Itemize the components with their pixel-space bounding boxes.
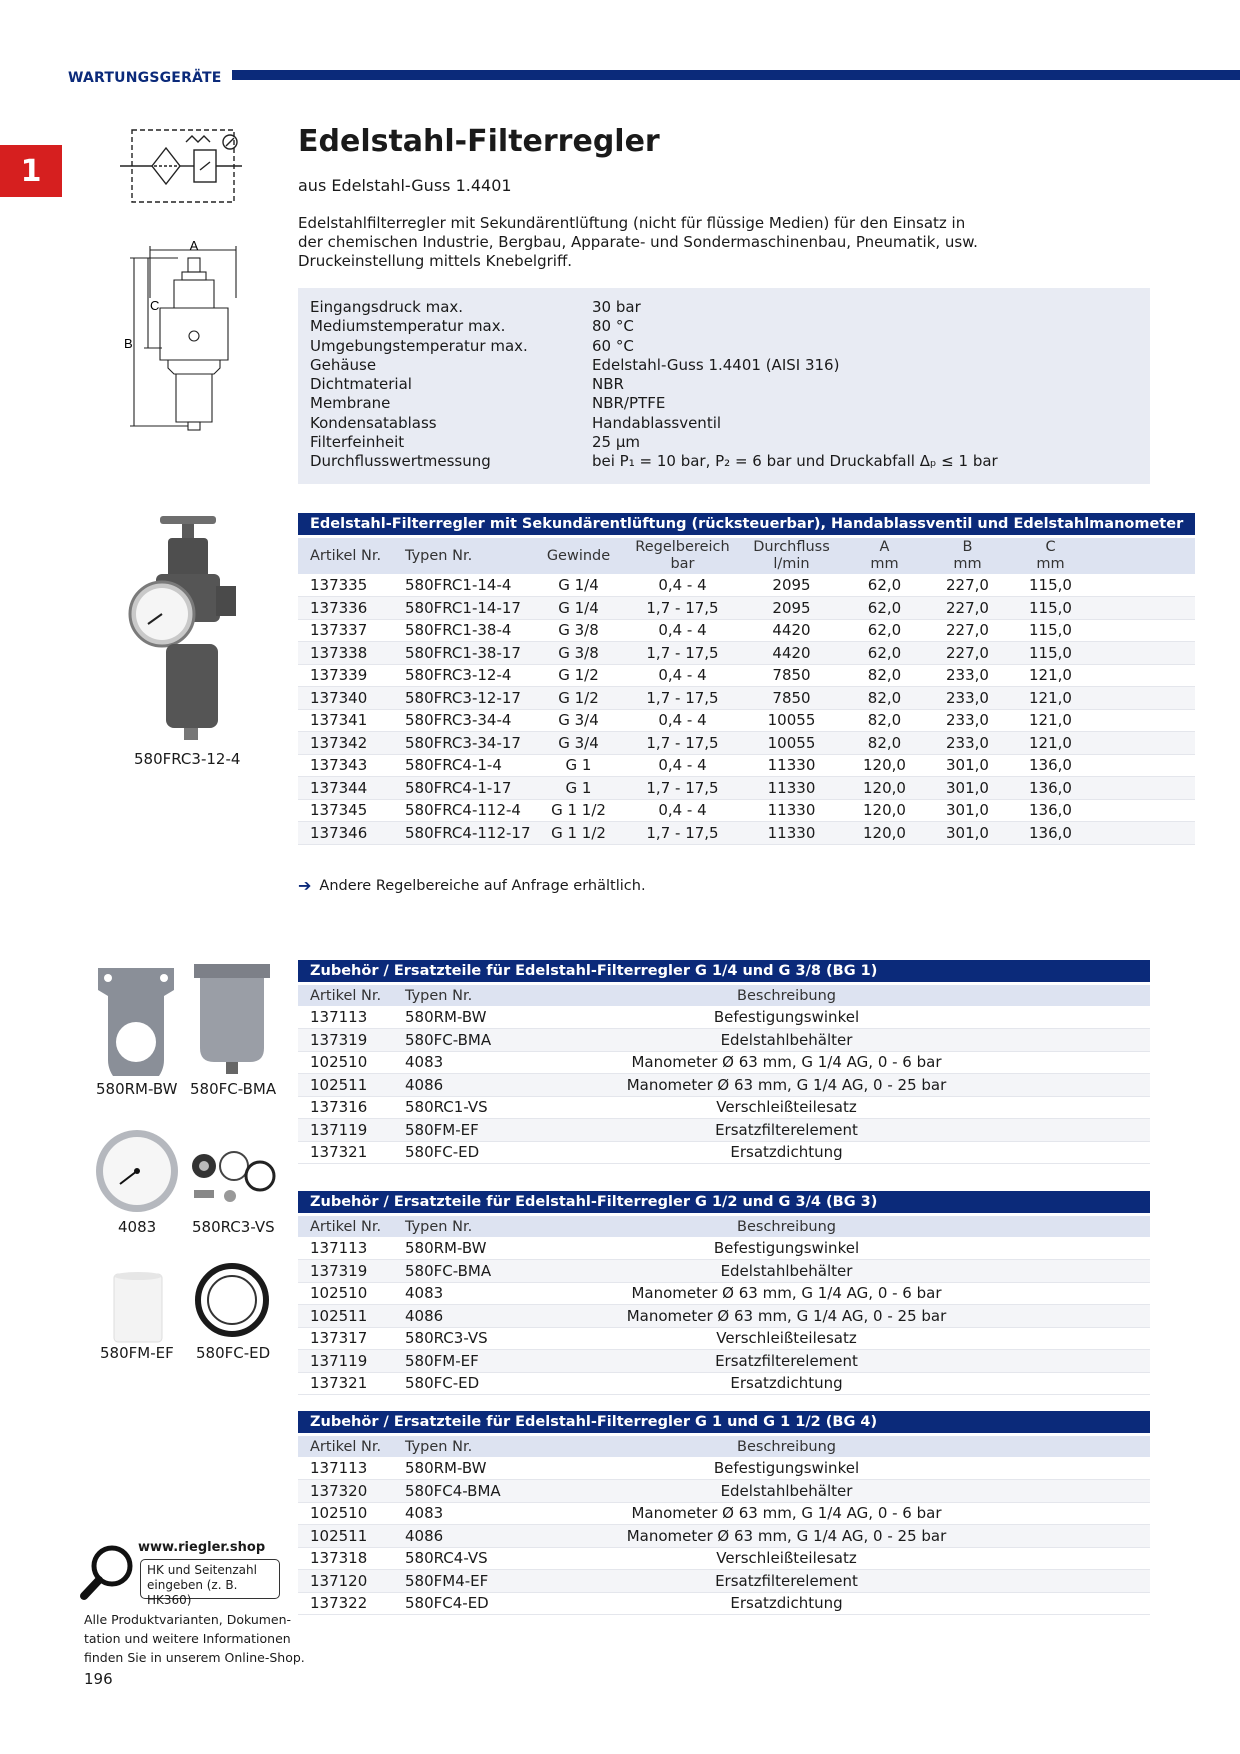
table-cell: 1,7 - 17,5 bbox=[627, 777, 739, 800]
product-image-caption: 580FRC3-12-4 bbox=[134, 750, 241, 768]
table-cell: 580RC4-VS bbox=[393, 1547, 553, 1570]
table-cell: 137320 bbox=[298, 1480, 393, 1503]
table-cell: 137343 bbox=[298, 754, 393, 777]
table-cell: 227,0 bbox=[925, 619, 1011, 642]
spec-row bbox=[310, 317, 1138, 336]
product-table-title: Edelstahl-Filterregler mit Sekundärentlüftung (rücksteuerbar), Handablassventil und Edelstahlmanometer bbox=[298, 513, 1195, 535]
table-cell: Befestigungswinkel bbox=[553, 1006, 1150, 1029]
spec-key: Membrane bbox=[310, 394, 391, 413]
table-cell: 137322 bbox=[298, 1592, 393, 1615]
table-cell: 11330 bbox=[739, 754, 845, 777]
table-cell: 10055 bbox=[739, 709, 845, 732]
table-cell: 580FRC4-112-4 bbox=[393, 799, 531, 822]
table-header-row bbox=[298, 1216, 1150, 1237]
header-cell: Typen Nr. bbox=[393, 1216, 553, 1237]
spec-key: Umgebungstemperatur max. bbox=[310, 336, 528, 355]
spec-row bbox=[310, 433, 1138, 452]
table-cell: 62,0 bbox=[845, 642, 925, 665]
table-cell: 102511 bbox=[298, 1305, 393, 1328]
table-cell: 227,0 bbox=[925, 597, 1011, 620]
table-cell: Ersatzfilterelement bbox=[553, 1119, 1150, 1142]
table-row bbox=[298, 822, 1195, 845]
table-cell: 137321 bbox=[298, 1372, 393, 1395]
spec-value: Handablassventil bbox=[592, 413, 722, 432]
spec-key: Kondensatablass bbox=[310, 413, 437, 432]
table-cell: 580FRC4-1-17 bbox=[393, 777, 531, 800]
header-cell: Regelbereich bar bbox=[627, 538, 739, 574]
table-row bbox=[298, 709, 1195, 732]
table-cell: 102511 bbox=[298, 1525, 393, 1548]
table-cell: G 3/4 bbox=[531, 732, 627, 755]
page-number: 196 bbox=[84, 1670, 113, 1688]
table-cell: 7850 bbox=[739, 664, 845, 687]
accessory-table bbox=[298, 1191, 1150, 1395]
table-cell: G 1/2 bbox=[531, 664, 627, 687]
pneumatic-symbol bbox=[116, 126, 246, 206]
table-cell: 580FRC1-38-17 bbox=[393, 642, 531, 665]
table-cell: 0,4 - 4 bbox=[627, 799, 739, 822]
table-cell: 227,0 bbox=[925, 574, 1011, 597]
spec-key: Mediumstemperatur max. bbox=[310, 317, 506, 336]
table-cell: 1,7 - 17,5 bbox=[627, 642, 739, 665]
table-row bbox=[298, 1051, 1150, 1074]
table-cell: 121,0 bbox=[1011, 664, 1091, 687]
table-cell: 10055 bbox=[739, 732, 845, 755]
table-cell: 102511 bbox=[298, 1074, 393, 1097]
table-row bbox=[298, 574, 1195, 597]
table-row bbox=[298, 732, 1195, 755]
spec-value: NBR bbox=[592, 375, 624, 394]
spec-row bbox=[310, 414, 1138, 433]
spec-row bbox=[310, 298, 1138, 317]
image-caption: 580FC-ED bbox=[196, 1344, 271, 1362]
table-cell: 4083 bbox=[393, 1502, 553, 1525]
table-cell: G 1 1/2 bbox=[531, 799, 627, 822]
table-cell: 102510 bbox=[298, 1051, 393, 1074]
header-cell: Artikel Nr. bbox=[298, 1436, 393, 1457]
table-row bbox=[298, 777, 1195, 800]
table-cell: 11330 bbox=[739, 822, 845, 845]
image-caption: 580FM-EF bbox=[100, 1344, 174, 1362]
table-cell: Ersatzdichtung bbox=[553, 1592, 1150, 1615]
table-header-row bbox=[298, 538, 1195, 574]
gauge-image bbox=[94, 1128, 180, 1214]
table-cell: 580RM-BW bbox=[393, 1237, 553, 1260]
table-cell: 102510 bbox=[298, 1282, 393, 1305]
table-cell: 301,0 bbox=[925, 822, 1011, 845]
table-row bbox=[298, 1372, 1150, 1395]
table-cell: G 1 bbox=[531, 777, 627, 800]
table-cell: 137338 bbox=[298, 642, 393, 665]
table-cell: 11330 bbox=[739, 799, 845, 822]
table-cell: G 1 1/2 bbox=[531, 822, 627, 845]
table-cell: 580FRC1-38-4 bbox=[393, 619, 531, 642]
image-caption: 580RM-BW bbox=[96, 1080, 178, 1098]
header-cell: Artikel Nr. bbox=[298, 985, 393, 1006]
table-cell: 580FM-EF bbox=[393, 1350, 553, 1373]
table-cell: 121,0 bbox=[1011, 732, 1091, 755]
header-cell: Typen Nr. bbox=[393, 538, 531, 574]
table-cell: 580FRC3-34-17 bbox=[393, 732, 531, 755]
table-cell: 1,7 - 17,5 bbox=[627, 687, 739, 710]
table-cell: 82,0 bbox=[845, 687, 925, 710]
table-cell: 137317 bbox=[298, 1327, 393, 1350]
page-title: Edelstahl-Filterregler bbox=[298, 124, 660, 159]
table-cell: 580FM4-EF bbox=[393, 1570, 553, 1593]
table-cell: 62,0 bbox=[845, 619, 925, 642]
table-cell: 115,0 bbox=[1011, 574, 1091, 597]
table-cell: 82,0 bbox=[845, 709, 925, 732]
table-cell: 580RM-BW bbox=[393, 1006, 553, 1029]
bowl-image bbox=[192, 962, 272, 1076]
table-cell: Ersatzfilterelement bbox=[553, 1570, 1150, 1593]
table-row bbox=[298, 1006, 1150, 1029]
table-cell: 301,0 bbox=[925, 754, 1011, 777]
table-row bbox=[298, 754, 1195, 777]
table-cell: Verschleißteilesatz bbox=[553, 1547, 1150, 1570]
table-cell: G 3/8 bbox=[531, 619, 627, 642]
table-cell: 136,0 bbox=[1011, 777, 1091, 800]
spec-key: Eingangsdruck max. bbox=[310, 298, 464, 316]
table-cell: 301,0 bbox=[925, 799, 1011, 822]
spec-key: Durchflusswertmessung bbox=[310, 452, 491, 471]
magnifier-icon bbox=[78, 1542, 138, 1602]
table-cell: 4086 bbox=[393, 1525, 553, 1548]
header-rule bbox=[232, 70, 1240, 80]
table-cell: 580FRC3-34-4 bbox=[393, 709, 531, 732]
table-row bbox=[298, 1525, 1150, 1548]
seal-ring-image bbox=[192, 1260, 272, 1340]
table-cell: 115,0 bbox=[1011, 642, 1091, 665]
table-cell: 227,0 bbox=[925, 642, 1011, 665]
table-row bbox=[298, 1327, 1150, 1350]
table-cell: 580FC-BMA bbox=[393, 1029, 553, 1052]
accessory-table bbox=[298, 960, 1150, 1164]
table-cell: 115,0 bbox=[1011, 619, 1091, 642]
table-cell: 2095 bbox=[739, 597, 845, 620]
table-cell: 137339 bbox=[298, 664, 393, 687]
arrow-right-icon: ➔ bbox=[298, 876, 312, 895]
table-cell: 137113 bbox=[298, 1237, 393, 1260]
spec-value: Edelstahl-Guss 1.4401 (AISI 316) bbox=[592, 355, 840, 374]
accessory-table bbox=[298, 1411, 1150, 1615]
spec-value: 30 bar bbox=[592, 298, 641, 316]
table-row bbox=[298, 1457, 1150, 1480]
table-cell: 1,7 - 17,5 bbox=[627, 597, 739, 620]
spec-value: 60 °C bbox=[592, 336, 634, 355]
table-row bbox=[298, 1029, 1150, 1052]
table-cell: 137319 bbox=[298, 1029, 393, 1052]
table-cell: 82,0 bbox=[845, 732, 925, 755]
table-cell: 4083 bbox=[393, 1282, 553, 1305]
table-row bbox=[298, 1282, 1150, 1305]
table-cell: Edelstahlbehälter bbox=[553, 1260, 1150, 1283]
table-cell: Manometer Ø 63 mm, G 1/4 AG, 0 - 25 bar bbox=[553, 1525, 1150, 1548]
table-cell: 233,0 bbox=[925, 709, 1011, 732]
table-cell: 580RM-BW bbox=[393, 1457, 553, 1480]
spec-row bbox=[310, 356, 1138, 375]
shop-note-line: tation und weitere Informationen bbox=[84, 1631, 291, 1646]
shop-hint-line: HK und Seitenzahl bbox=[147, 1563, 257, 1577]
table-cell: G 3/8 bbox=[531, 642, 627, 665]
header-cell: Artikel Nr. bbox=[298, 1216, 393, 1237]
table-cell: 120,0 bbox=[845, 754, 925, 777]
table-cell: 580FC4-ED bbox=[393, 1592, 553, 1615]
spec-key: Filterfeinheit bbox=[310, 433, 405, 452]
table-cell: G 1/4 bbox=[531, 574, 627, 597]
accessory-table-title: Zubehör / Ersatzteile für Edelstahl-Filterregler G 1/4 und G 3/8 (BG 1) bbox=[298, 960, 1150, 982]
table-cell: 580FRC4-112-17 bbox=[393, 822, 531, 845]
spec-value: 25 µm bbox=[592, 433, 641, 452]
table-header-row bbox=[298, 1436, 1150, 1457]
mounting-bracket-image bbox=[96, 964, 176, 1076]
table-cell: 0,4 - 4 bbox=[627, 709, 739, 732]
table-row bbox=[298, 1260, 1150, 1283]
table-cell: 137113 bbox=[298, 1457, 393, 1480]
table-row bbox=[298, 1096, 1150, 1119]
table-cell: 137318 bbox=[298, 1547, 393, 1570]
table-cell: Manometer Ø 63 mm, G 1/4 AG, 0 - 25 bar bbox=[553, 1074, 1150, 1097]
table-cell: 580FC-BMA bbox=[393, 1260, 553, 1283]
chapter-tab: 1 bbox=[0, 145, 62, 197]
shop-note-line: finden Sie in unserem Online-Shop. bbox=[84, 1650, 305, 1665]
table-cell: 137120 bbox=[298, 1570, 393, 1593]
table-cell: 137336 bbox=[298, 597, 393, 620]
accessory-table-title: Zubehör / Ersatzteile für Edelstahl-Filterregler G 1/2 und G 3/4 (BG 3) bbox=[298, 1191, 1150, 1213]
header-cell: Typen Nr. bbox=[393, 1436, 553, 1457]
table-row bbox=[298, 642, 1195, 665]
spec-row bbox=[310, 394, 1138, 413]
table-row bbox=[298, 1480, 1150, 1503]
image-caption: 580RC3-VS bbox=[192, 1218, 275, 1236]
table-cell: G 1 bbox=[531, 754, 627, 777]
table-cell: G 1/2 bbox=[531, 687, 627, 710]
table-row bbox=[298, 1592, 1150, 1615]
table-cell: Befestigungswinkel bbox=[553, 1457, 1150, 1480]
dim-label-b: B bbox=[124, 336, 133, 351]
header-cell: B mm bbox=[925, 538, 1011, 574]
table-cell: 115,0 bbox=[1011, 597, 1091, 620]
table-row bbox=[298, 687, 1195, 710]
table-cell: 4086 bbox=[393, 1305, 553, 1328]
table-cell: 121,0 bbox=[1011, 709, 1091, 732]
table-cell: Manometer Ø 63 mm, G 1/4 AG, 0 - 6 bar bbox=[553, 1502, 1150, 1525]
spec-key: Dichtmaterial bbox=[310, 375, 412, 394]
table-row bbox=[298, 1141, 1150, 1164]
header-cell: Beschreibung bbox=[553, 985, 1150, 1006]
spec-row bbox=[310, 375, 1138, 394]
table-cell: 137316 bbox=[298, 1096, 393, 1119]
table-cell: Befestigungswinkel bbox=[553, 1237, 1150, 1260]
table-cell: 137344 bbox=[298, 777, 393, 800]
accessory-table-body bbox=[298, 1237, 1150, 1395]
table-cell: Manometer Ø 63 mm, G 1/4 AG, 0 - 6 bar bbox=[553, 1051, 1150, 1074]
table-cell: 136,0 bbox=[1011, 822, 1091, 845]
table-cell: 136,0 bbox=[1011, 799, 1091, 822]
table-cell: 580RC3-VS bbox=[393, 1327, 553, 1350]
table-cell: Verschleißteilesatz bbox=[553, 1096, 1150, 1119]
product-intro bbox=[298, 214, 988, 271]
spec-row bbox=[310, 452, 1138, 471]
table-cell: 120,0 bbox=[845, 777, 925, 800]
intro-line: Druckeinstellung mittels Knebelgriff. bbox=[298, 252, 573, 270]
dim-label-c: C bbox=[150, 298, 160, 313]
shop-hint-box bbox=[140, 1559, 280, 1607]
wear-parts-kit-image bbox=[190, 1150, 276, 1212]
spec-value: 80 °C bbox=[592, 317, 634, 336]
table-cell: 1,7 - 17,5 bbox=[627, 822, 739, 845]
header-cell: Beschreibung bbox=[553, 1436, 1150, 1457]
table-cell: 120,0 bbox=[845, 799, 925, 822]
table-cell: 233,0 bbox=[925, 687, 1011, 710]
table-cell: 82,0 bbox=[845, 664, 925, 687]
table-cell: 233,0 bbox=[925, 732, 1011, 755]
table-cell: 580FRC4-1-4 bbox=[393, 754, 531, 777]
table-cell: Manometer Ø 63 mm, G 1/4 AG, 0 - 25 bar bbox=[553, 1305, 1150, 1328]
header-cell: Typen Nr. bbox=[393, 985, 553, 1006]
table-cell: 137337 bbox=[298, 619, 393, 642]
table-cell: 137321 bbox=[298, 1141, 393, 1164]
table-cell: 2095 bbox=[739, 574, 845, 597]
accessory-table-body bbox=[298, 1457, 1150, 1615]
table-cell: 11330 bbox=[739, 777, 845, 800]
table-cell: 137346 bbox=[298, 822, 393, 845]
section-label: WARTUNGSGERÄTE bbox=[68, 70, 222, 86]
table-cell: 102510 bbox=[298, 1502, 393, 1525]
table-row bbox=[298, 1547, 1150, 1570]
table-cell: 0,4 - 4 bbox=[627, 619, 739, 642]
table-cell: 0,4 - 4 bbox=[627, 574, 739, 597]
table-cell: 580FRC3-12-17 bbox=[393, 687, 531, 710]
table-row bbox=[298, 664, 1195, 687]
table-row bbox=[298, 597, 1195, 620]
table-cell: Edelstahlbehälter bbox=[553, 1029, 1150, 1052]
filter-regulator-image bbox=[126, 514, 242, 744]
header-cell: A mm bbox=[845, 538, 925, 574]
table-cell: 62,0 bbox=[845, 574, 925, 597]
table-cell: G 1/4 bbox=[531, 597, 627, 620]
dim-label-a: A bbox=[189, 238, 199, 253]
shop-note-line: Alle Produktvarianten, Dokumen- bbox=[84, 1612, 292, 1627]
image-caption: 580FC-BMA bbox=[190, 1080, 277, 1098]
availability-note bbox=[298, 876, 646, 895]
table-cell: 580FC-ED bbox=[393, 1141, 553, 1164]
header-cell: Beschreibung bbox=[553, 1216, 1150, 1237]
table-cell: 120,0 bbox=[845, 822, 925, 845]
table-row bbox=[298, 1502, 1150, 1525]
table-cell: 137119 bbox=[298, 1119, 393, 1142]
table-cell: Manometer Ø 63 mm, G 1/4 AG, 0 - 6 bar bbox=[553, 1282, 1150, 1305]
shop-note bbox=[84, 1610, 305, 1667]
table-cell: 137113 bbox=[298, 1006, 393, 1029]
header-cell: C mm bbox=[1011, 538, 1091, 574]
intro-line: Edelstahlfilterregler mit Sekundärentlüftung (nicht für flüssige Medien) für den Einsatz in bbox=[298, 214, 966, 232]
table-cell: 580FM-EF bbox=[393, 1119, 553, 1142]
spec-key: Gehäuse bbox=[310, 355, 377, 374]
spec-box bbox=[298, 288, 1150, 484]
table-cell: 137342 bbox=[298, 732, 393, 755]
table-cell: 136,0 bbox=[1011, 754, 1091, 777]
table-cell: 7850 bbox=[739, 687, 845, 710]
table-cell: 233,0 bbox=[925, 664, 1011, 687]
header-cell: Gewinde bbox=[531, 538, 627, 574]
table-cell: Verschleißteilesatz bbox=[553, 1327, 1150, 1350]
table-row bbox=[298, 1350, 1150, 1373]
table-cell: 62,0 bbox=[845, 597, 925, 620]
shop-link[interactable]: www.riegler.shop bbox=[138, 1540, 266, 1555]
note-text: Andere Regelbereiche auf Anfrage erhältlich. bbox=[319, 877, 646, 894]
table-cell: 137119 bbox=[298, 1350, 393, 1373]
product-subtitle: aus Edelstahl-Guss 1.4401 bbox=[298, 176, 512, 195]
spec-value: bei P₁ = 10 bar, P₂ = 6 bar und Druckabfall Δₚ ≤ 1 bar bbox=[592, 452, 998, 471]
table-cell: 580FRC1-14-17 bbox=[393, 597, 531, 620]
table-cell: 4083 bbox=[393, 1051, 553, 1074]
header-cell: Artikel Nr. bbox=[298, 538, 393, 574]
table-header-row bbox=[298, 985, 1150, 1006]
shop-hint-line: eingeben (z. B. HK360) bbox=[147, 1578, 238, 1607]
accessory-table-title: Zubehör / Ersatzteile für Edelstahl-Filterregler G 1 und G 1 1/2 (BG 4) bbox=[298, 1411, 1150, 1433]
table-cell: 121,0 bbox=[1011, 687, 1091, 710]
dimension-drawing bbox=[118, 238, 248, 434]
table-row bbox=[298, 799, 1195, 822]
table-row bbox=[298, 1074, 1150, 1097]
spec-row bbox=[310, 337, 1138, 356]
table-cell: G 3/4 bbox=[531, 709, 627, 732]
table-cell: 580RC1-VS bbox=[393, 1096, 553, 1119]
table-cell: 4420 bbox=[739, 619, 845, 642]
table-cell: 301,0 bbox=[925, 777, 1011, 800]
table-cell: 137341 bbox=[298, 709, 393, 732]
table-cell: 580FRC1-14-4 bbox=[393, 574, 531, 597]
table-row bbox=[298, 1237, 1150, 1260]
table-cell: 580FC4-BMA bbox=[393, 1480, 553, 1503]
product-table bbox=[298, 513, 1195, 845]
table-row bbox=[298, 1570, 1150, 1593]
product-table-body bbox=[298, 574, 1195, 844]
table-cell: Ersatzdichtung bbox=[553, 1372, 1150, 1395]
table-cell: Ersatzdichtung bbox=[553, 1141, 1150, 1164]
table-cell: 4086 bbox=[393, 1074, 553, 1097]
table-cell: Edelstahlbehälter bbox=[553, 1480, 1150, 1503]
image-caption: 4083 bbox=[118, 1218, 157, 1236]
table-row bbox=[298, 619, 1195, 642]
table-cell: 4420 bbox=[739, 642, 845, 665]
table-cell: 137340 bbox=[298, 687, 393, 710]
table-cell: 137335 bbox=[298, 574, 393, 597]
spec-value: NBR/PTFE bbox=[592, 394, 666, 413]
table-row bbox=[298, 1305, 1150, 1328]
table-cell: 0,4 - 4 bbox=[627, 754, 739, 777]
table-cell: 0,4 - 4 bbox=[627, 664, 739, 687]
header-cell: Durchfluss l/min bbox=[739, 538, 845, 574]
table-cell: 580FC-ED bbox=[393, 1372, 553, 1395]
table-cell: 1,7 - 17,5 bbox=[627, 732, 739, 755]
table-cell: 137345 bbox=[298, 799, 393, 822]
table-cell: 137319 bbox=[298, 1260, 393, 1283]
table-row bbox=[298, 1119, 1150, 1142]
table-cell: Ersatzfilterelement bbox=[553, 1350, 1150, 1373]
table-cell: 580FRC3-12-4 bbox=[393, 664, 531, 687]
intro-line: der chemischen Industrie, Bergbau, Apparate- und Sondermaschinenbau, Pneumatik, usw. bbox=[298, 233, 978, 251]
filter-element-image bbox=[110, 1270, 166, 1346]
accessory-table-body bbox=[298, 1006, 1150, 1164]
